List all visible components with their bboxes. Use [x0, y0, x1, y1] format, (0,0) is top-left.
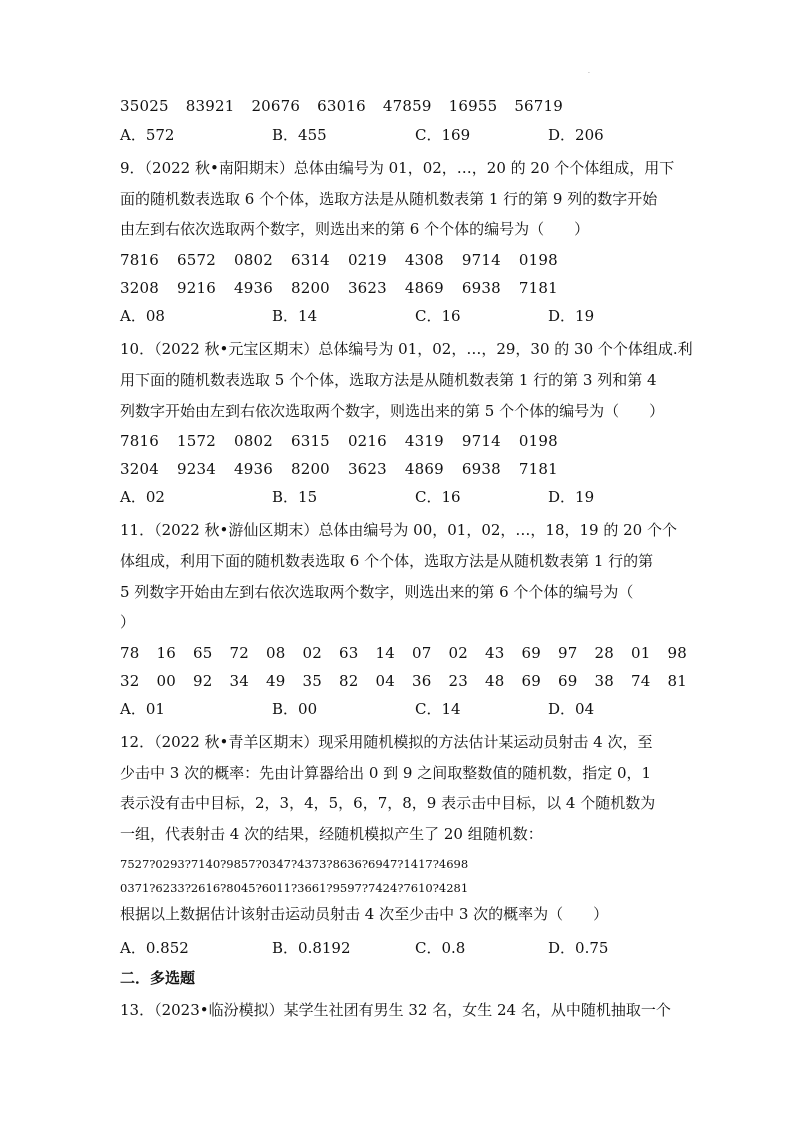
q9-option-a: A．08: [120, 307, 165, 325]
q10-option-b: B．15: [272, 488, 318, 506]
q9-option-b: B．14: [272, 307, 318, 325]
q11-text-line-2: 体组成，利用下面的随机数表选取 6 个个体，选取方法是从随机数表第 1 行的第: [120, 552, 654, 570]
q10-text-line-1: 10．（2022 秋•元宝区期末）总体编号为 01，02，…，29，30 的 30 个个体组成.利: [120, 340, 693, 358]
q11-text-line-4: ）: [120, 613, 136, 631]
q11-text-line-3: 5 列数字开始由左到右依次选取两个数字，则选出来的第 6 个个体的编号为（: [120, 583, 634, 601]
q8-option-d: D．206: [548, 126, 604, 144]
q12-text-line-4: 一组，代表射击 4 次的结果，经随机模拟产生了 20 组随机数：: [120, 825, 543, 843]
q10-option-d: D．19: [548, 488, 595, 506]
q10-text-line-3: 列数字开始由左到右依次选取两个数字，则选出来的第 5 个个体的编号为（ ）: [120, 402, 665, 420]
q12-option-c: C．0.8: [415, 939, 466, 957]
q9-number-row-1: 7816 6572 0802 6314 0219 4308 9714 0198: [120, 251, 558, 269]
q12-text-line-1: 12．（2022 秋•青羊区期末）现采用随机模拟的方法估计某运动员射击 4 次，至: [120, 733, 653, 751]
q9-number-row-2: 3208 9216 4936 8200 3623 4869 6938 7181: [120, 279, 558, 297]
q9-option-c: C．16: [415, 307, 461, 325]
q12-option-d: D．0.75: [548, 939, 609, 957]
q10-option-a: A．02: [120, 488, 165, 506]
q10-option-c: C．16: [415, 488, 461, 506]
q8-option-c: C．169: [415, 126, 471, 144]
q8-option-a: A．572: [120, 126, 175, 144]
q8-option-b: B．455: [272, 126, 327, 144]
q12-question: 根据以上数据估计该射击运动员射击 4 次至少击中 3 次的概率为（ ）: [120, 905, 609, 923]
q12-random-data-row-2: 0371?6233?2616?8045?6011?3661?9597?7424?7610?4281: [120, 881, 469, 895]
q12-random-data-row-1: 7527?0293?7140?9857?0347?4373?8636?6947?1417?4698: [120, 857, 469, 871]
q11-text-line-1: 11．（2022 秋•游仙区期末）总体由编号为 00，01，02，…，18，19 的 20 个个: [120, 521, 677, 539]
corner-mark: ·: [588, 70, 590, 77]
q9-option-d: D．19: [548, 307, 595, 325]
q9-text-line-2: 面的随机数表选取 6 个个体，选取方法是从随机数表第 1 行的第 9 列的数字开始: [120, 190, 658, 208]
q9-text-line-3: 由左到右依次选取两个数字，则选出来的第 6 个个体的编号为（ ）: [120, 220, 590, 238]
q10-text-line-2: 用下面的随机数表选取 5 个个体，选取方法是从随机数表第 1 行的第 3 列和第 4: [120, 371, 657, 389]
q11-number-row-1: 78 16 65 72 08 02 63 14 07 02 43 69 97 28 01 98: [120, 644, 687, 662]
q12-text-line-2: 少击中 3 次的概率：先由计算器给出 0 到 9 之间取整数值的随机数，指定 0，1: [120, 764, 652, 782]
section-heading: 二．多选题: [120, 969, 196, 987]
q11-option-d: D．04: [548, 700, 595, 718]
q11-option-b: B．00: [272, 700, 318, 718]
q12-option-b: B．0.8192: [272, 939, 351, 957]
q11-option-a: A．01: [120, 700, 165, 718]
q12-text-line-3: 表示没有击中目标，2，3，4，5，6，7，8，9 表示击中目标，以 4 个随机数为: [120, 794, 656, 812]
q9-text-line-1: 9．（2022 秋•南阳期末）总体由编号为 01，02，…，20 的 20 个个体组成，用下: [120, 159, 675, 177]
q12-option-a: A．0.852: [120, 939, 189, 957]
q10-number-row-1: 7816 1572 0802 6315 0216 4319 9714 0198: [120, 432, 558, 450]
q8-number-row: 35025 83921 20676 63016 47859 16955 56719: [120, 97, 564, 115]
q10-number-row-2: 3204 9234 4936 8200 3623 4869 6938 7181: [120, 460, 558, 478]
q11-number-row-2: 32 00 92 34 49 35 82 04 36 23 48 69 69 38 74 81: [120, 672, 687, 690]
q11-option-c: C．14: [415, 700, 461, 718]
q13-text-line-1: 13．（2023•临汾模拟）某学生社团有男生 32 名，女生 24 名，从中随机抽取一个: [120, 1001, 671, 1019]
